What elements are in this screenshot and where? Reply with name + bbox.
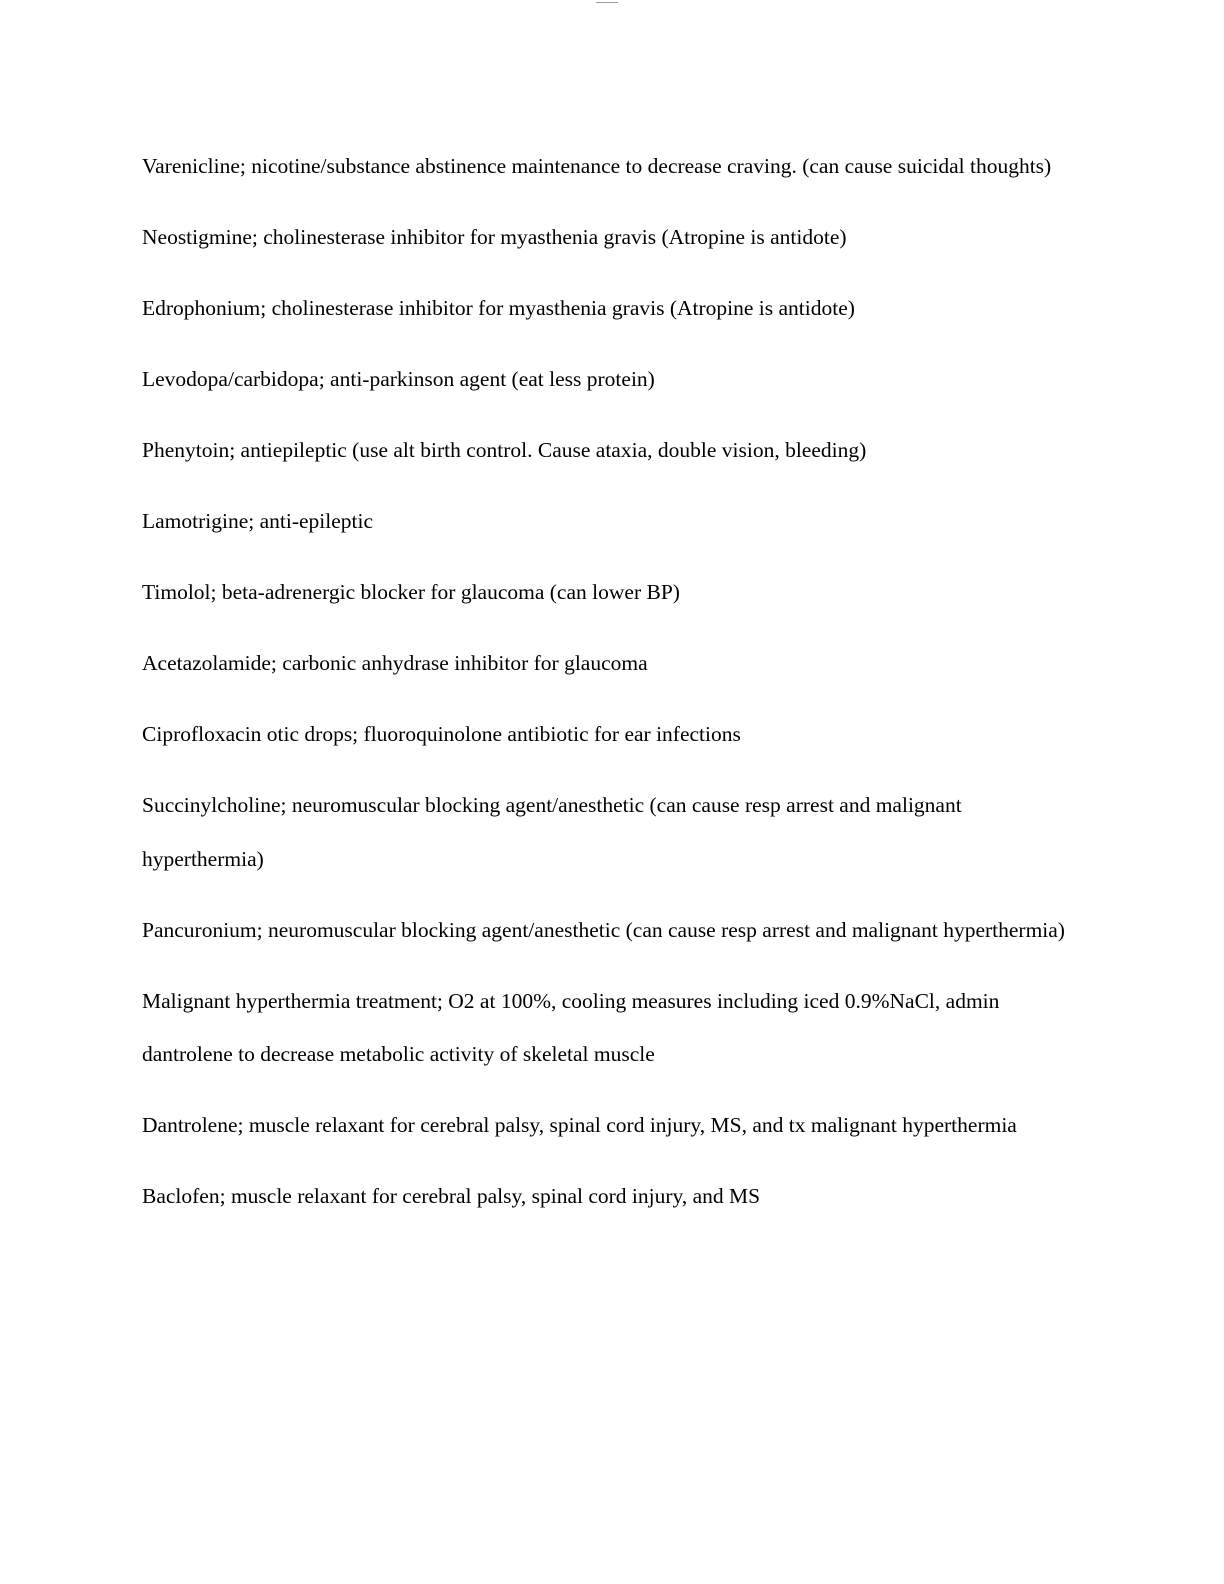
entry-varenicline: Varenicline; nicotine/substance abstinence maintenance to decrease craving. (can cause suicidal thoughts) (142, 154, 1052, 178)
entry-baclofen: Baclofen; muscle relaxant for cerebral palsy, spinal cord injury, and MS (142, 1184, 761, 1208)
entry-succinylcholine: Succinylcholine; neuromuscular blocking agent/anesthetic (can cause resp arrest and malignant hyperthermia) (142, 793, 962, 871)
drug-list (142, 140, 1082, 1241)
entry-phenytoin: Phenytoin; antiepileptic (use alt birth control. Cause ataxia, double vision, bleeding) (142, 438, 867, 462)
entry-ciprofloxacin: Ciprofloxacin otic drops; fluoroquinolone antibiotic for ear infections (142, 722, 741, 746)
entry-timolol: Timolol; beta-adrenergic blocker for glaucoma (can lower BP) (142, 580, 680, 604)
entry-malignant-hyperthermia-treatment: Malignant hyperthermia treatment; O2 at 100%, cooling measures including iced 0.9%NaCl, admin dantrolene to decrease metabolic activity of skeletal muscle (142, 988, 1000, 1066)
header-mark (596, 0, 618, 3)
entry-lamotrigine: Lamotrigine; anti-epileptic (142, 509, 374, 533)
entry-pancuronium: Pancuronium; neuromuscular blocking agent/anesthetic (can cause resp arrest and malignant hyperthermia) (142, 917, 1065, 942)
entry-neostigmine: Neostigmine; cholinesterase inhibitor for myasthenia gravis (Atropine is antidote) (142, 225, 847, 249)
entry-levodopa-carbidopa: Levodopa/carbidopa; anti-parkinson agent (eat less protein) (142, 367, 655, 391)
entry-edrophonium: Edrophonium; cholinesterase inhibitor for myasthenia gravis (Atropine is antidote) (142, 296, 855, 320)
entry-dantrolene: Dantrolene; muscle relaxant for cerebral palsy, spinal cord injury, MS, and tx malignant hyperthermia (142, 1113, 1017, 1137)
entry-acetazolamide: Acetazolamide; carbonic anhydrase inhibitor for glaucoma (142, 651, 648, 675)
